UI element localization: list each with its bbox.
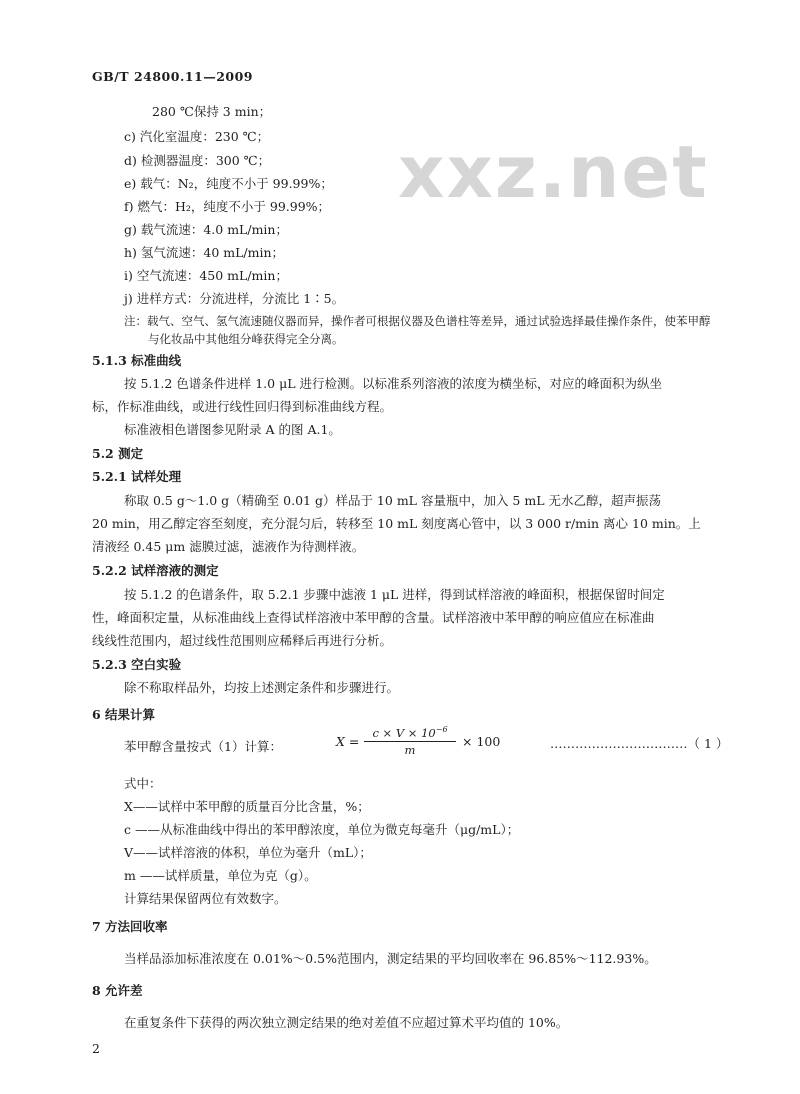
variable-definition: m ——试样质量，单位为克（g）。 [124,868,317,883]
list-item-g: g) 载气流速：4.0 mL/min； [124,222,288,237]
paragraph-line: 当样品添加标准浓度在 0.01%～0.5%范围内，测定结果的平均回收率在 96.85%～112.93%。 [124,951,657,966]
paragraph-line: 称取 0.5 g～1.0 g（精确至 0.01 g）样品于 10 mL 容量瓶中，加入 5 mL 无水乙醇，超声振荡 [124,493,661,508]
watermark: xxz.net [398,130,709,214]
equation-rhs: × 100 [462,734,501,749]
section-5-2-1-heading: 5.2.1 试样处理 [92,469,182,484]
oven-program-line: 280 ℃保持 3 min； [152,104,272,119]
section-5-2-heading: 5.2 测定 [92,446,144,461]
numerator-exponent: −6 [435,725,448,734]
standard-header: GB/T 24800.11—2009 [92,69,253,84]
equation-lhs: X = [336,734,360,749]
section-7-heading: 7 方法回收率 [92,919,168,934]
paragraph-line: 标，作标准曲线，或进行线性回归得到标准曲线方程。 [92,399,393,414]
paragraph-line: 性，峰面积定量，从标准曲线上查得试样溶液中苯甲醇的含量。试样溶液中苯甲醇的响应值应在标准曲 [92,610,655,625]
paragraph-line: 苯甲醇含量按式（1）计算： [124,739,282,754]
paragraph-line: 标准液相色谱图参见附录 A 的图 A.1。 [124,422,341,437]
paragraph-line: 20 min，用乙醇定容至刻度，充分混匀后，转移至 10 mL 刻度离心管中，以 3 000 r/min 离心 10 min。上 [92,516,701,531]
variable-definition: V——试样溶液的体积，单位为毫升（mL）； [124,845,372,860]
list-item-c: c) 汽化室温度：230 ℃； [124,129,270,144]
numerator-text: c × V × 10 [372,725,436,740]
section-5-2-2-heading: 5.2.2 试样溶液的测定 [92,563,219,578]
equation-denominator: m [404,742,416,757]
section-8-heading: 8 允许差 [92,983,143,998]
section-6-heading: 6 结果计算 [92,707,156,722]
note-line-2: 与化妆品中其他组分峰获得完全分离。 [148,332,344,346]
where-label: 式中： [124,776,162,791]
list-item-i: i) 空气流速：450 mL/min； [124,268,288,283]
note-line-1: 注：载气、空气、氢气流速随仪器而异，操作者可根据仪器及色谱柱等差异，通过试验选择最佳操作条件，使苯甲醇 [124,314,711,328]
list-item-h: h) 氢气流速：40 mL/min； [124,245,285,260]
paragraph-line: 按 5.1.2 色谱条件进样 1.0 μL 进行检测。以标准系列溶液的浓度为横坐标，对应的峰面积为纵坐 [124,376,662,391]
list-item-f: f) 燃气：H₂，纯度不小于 99.99%； [124,199,331,214]
section-5-2-3-heading: 5.2.3 空白实验 [92,657,182,672]
list-item-j: j) 进样方式：分流进样，分流比 1∶5。 [124,291,345,306]
paragraph-line: 计算结果保留两位有效数字。 [124,891,287,906]
equation-number: ……………………………（ 1 ） [550,736,729,751]
section-5-1-3-heading: 5.1.3 标准曲线 [92,353,182,368]
equation-numerator [364,722,456,742]
paragraph-line: 在重复条件下获得的两次独立测定结果的绝对差值不应超过算术平均值的 10%。 [124,1015,569,1030]
paragraph-line: 除不称取样品外，均按上述测定条件和步骤进行。 [124,680,400,695]
variable-definition: X——试样中苯甲醇的质量百分比含量，%； [124,799,370,814]
list-item-e: e) 载气：N₂，纯度不小于 99.99%； [124,176,333,191]
paragraph-line: 清液经 0.45 μm 滤膜过滤，滤液作为待测样液。 [92,539,365,554]
paragraph-line: 线线性范围内，超过线性范围则应稀释后再进行分析。 [92,633,393,648]
variable-definition: c ——从标准曲线中得出的苯甲醇浓度，单位为微克每毫升（μg/mL）； [124,822,520,837]
page-number: 2 [92,1041,100,1056]
list-item-d: d) 检测器温度：300 ℃； [124,153,271,168]
paragraph-line: 按 5.1.2 的色谱条件，取 5.2.1 步骤中滤液 1 μL 进样，得到试样溶液的峰面积，根据保留时间定 [124,587,665,602]
equation-fraction [364,722,456,758]
